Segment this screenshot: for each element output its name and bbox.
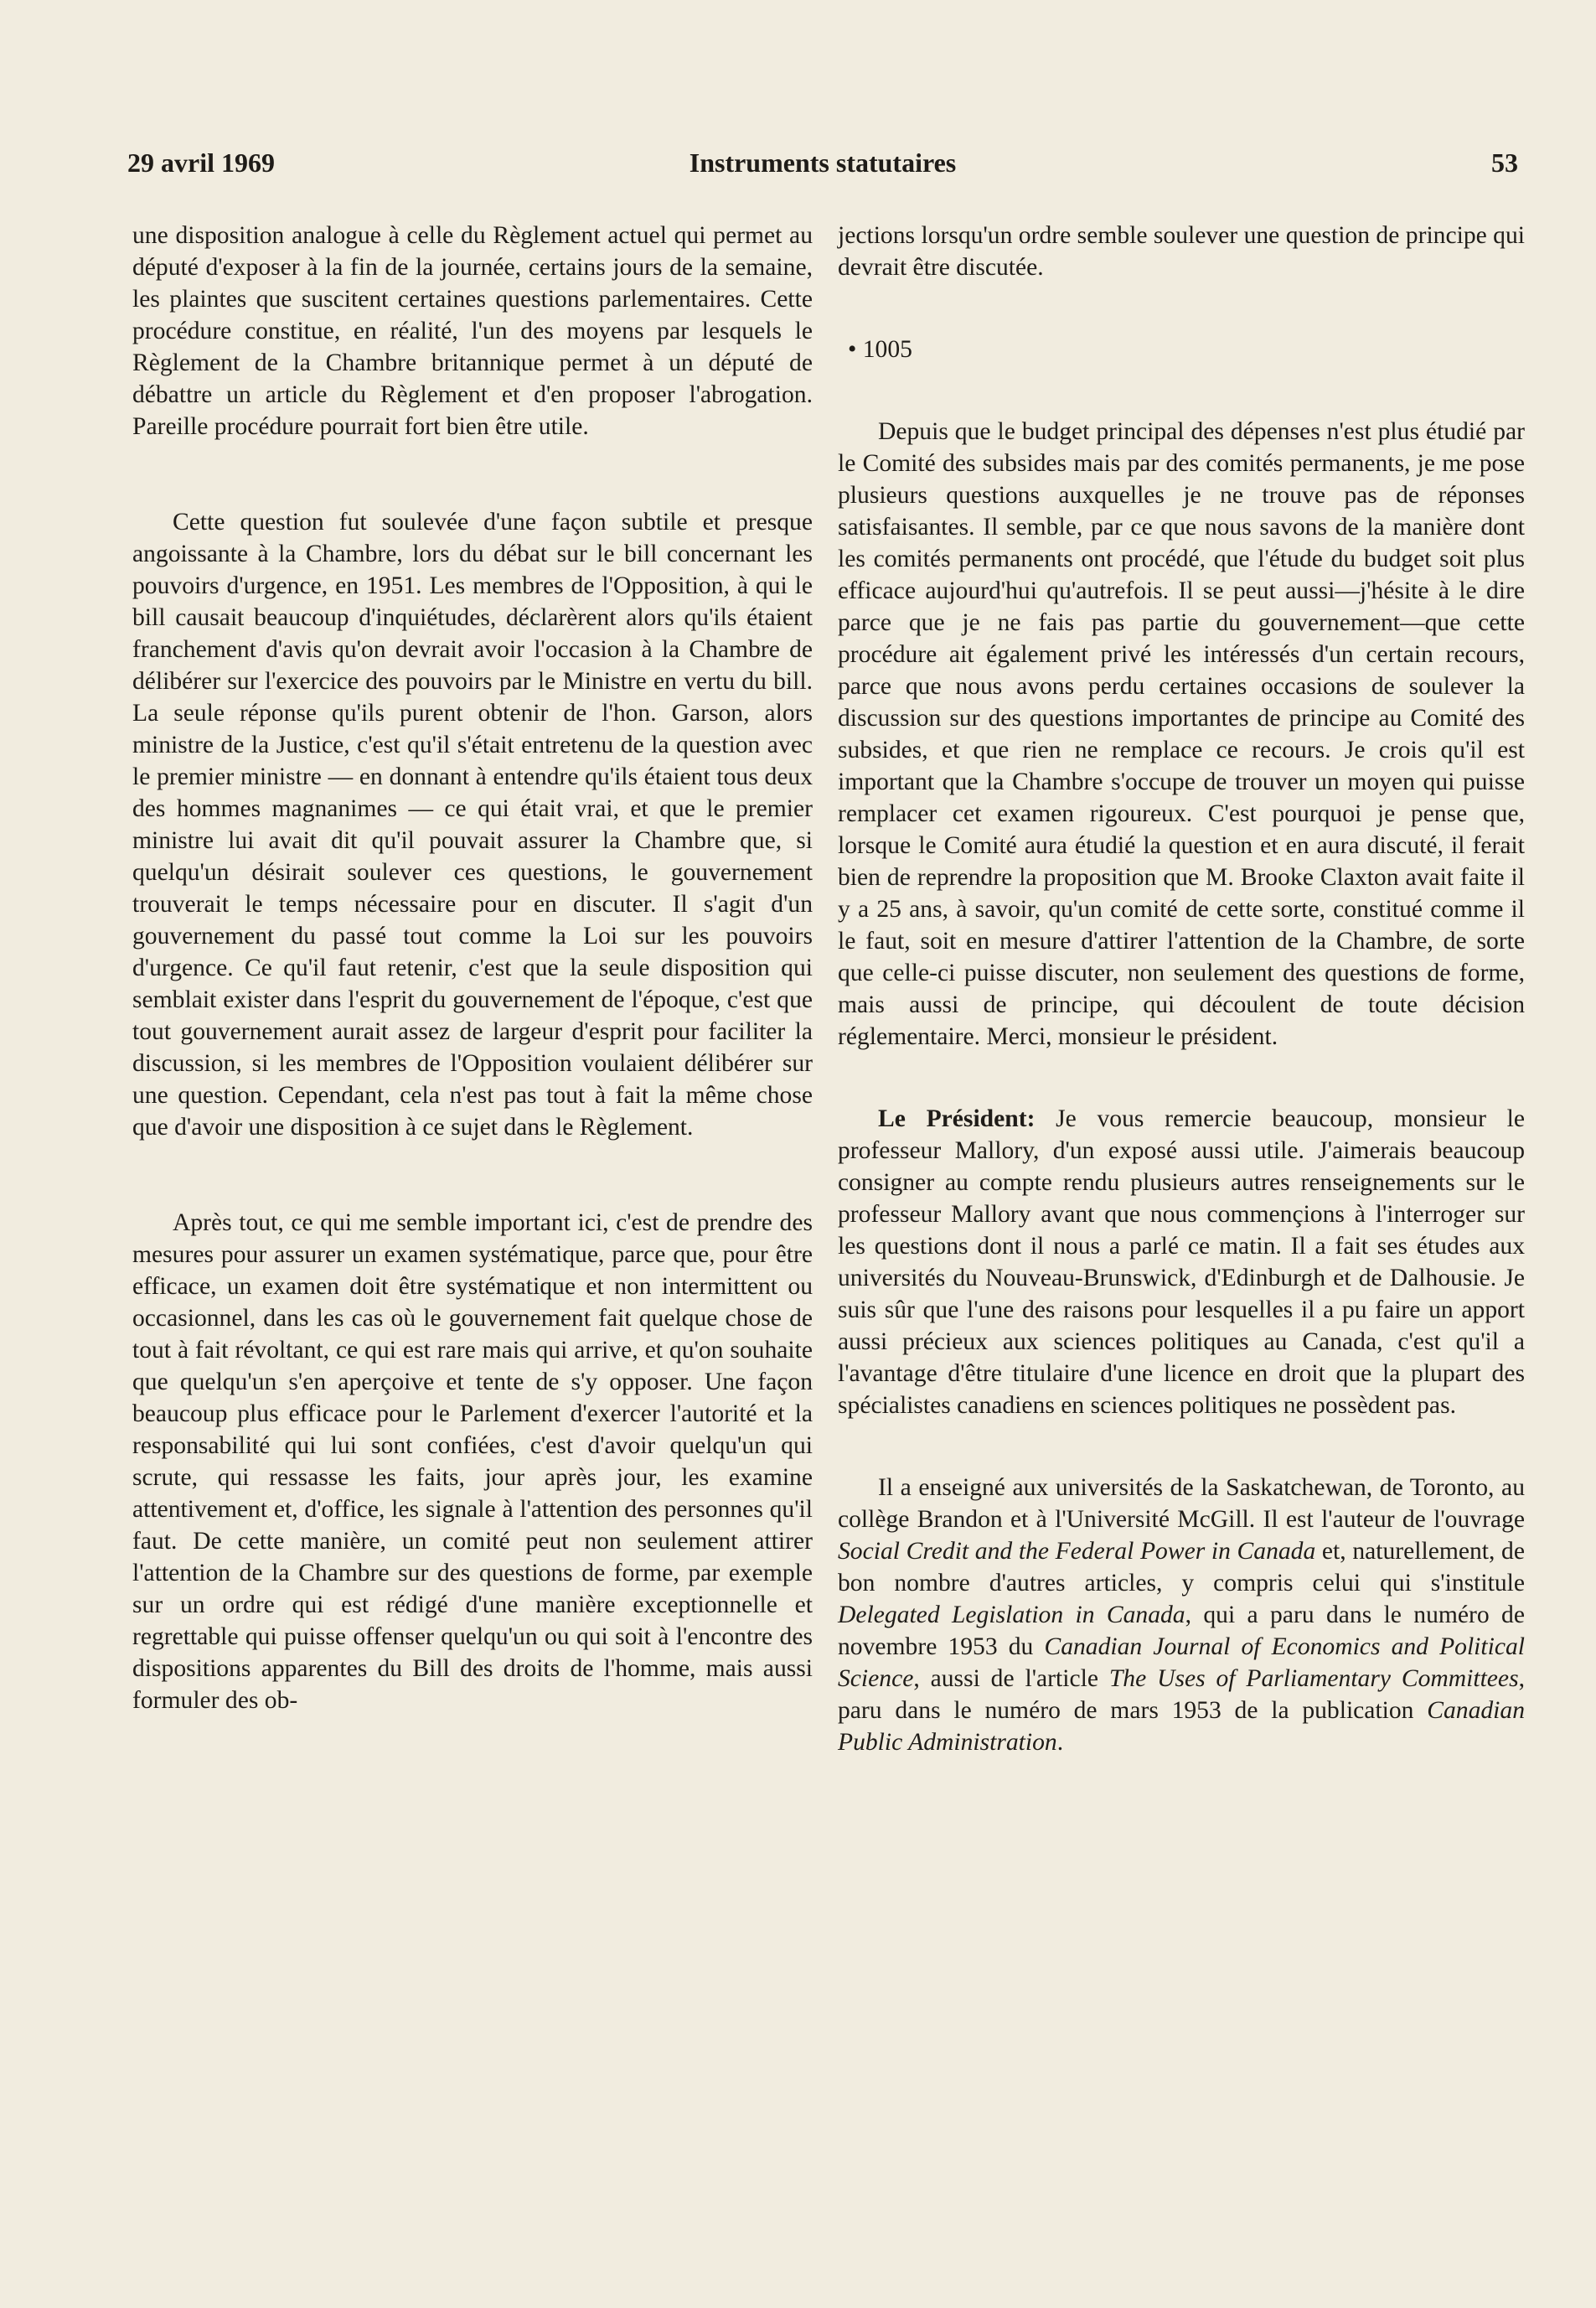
paragraph xyxy=(838,1103,1525,1421)
paragraph: Depuis que le budget principal des dépenses n'est plus étudié par le Comité des subsides mais par des comités permanents, je me pose plusieurs questions auxquelles je ne trouve pas de réponses satisfaisantes. Il semble, par ce que nous savons de la manière dont les comités permanents ont procédé, que l'étude du budget soit plus efficace aujourd'hui qu'autrefois. Il se peut aussi—j'hésite à le dire parce que je ne fais pas partie du gouvernement—que cette procédure ait également privé les intéressés d'un certain recours, parce que nous avons perdu certaines occasions de soulever la discussion sur des questions importantes de principe au Comité des subsides, et que rien ne remplace ce recours. Je crois qu'il est important que la Chambre s'occupe de trouver un moyen qui puisse remplacer cet examen rigoureux. C'est pourquoi je pense que, lorsque le Comité aura étudié la question et en aura discuté, il ferait bien de reprendre la proposition que M. Brooke Claxton avait faite il y a 25 ans, à savoir, qu'un comité de cette sorte, constitué comme il le faut, soit en mesure d'attirer l'attention de la Chambre, de sorte que celle-ci puisse discuter, non seulement des questions de forme, mais aussi de principe, qui découlent de toute décision réglementaire. Merci, monsieur le président. xyxy=(838,418,1525,1050)
text-run: et, naturellement, de bon nombre d'autres articles, y compris celui qui s'institule xyxy=(838,1538,1525,1596)
paragraph: une disposition analogue à celle du Règlement actuel qui permet au député d'exposer à la fin de la journée, certains jours de la semaine, les plaintes que suscitent certaines questions parlementaires. Cette procédure constitue, en réalité, l'un des moyens par lesquels le Règlement de la Chambre britannique permet à un député de débattre un article du Règlement et d'en proposer l'abrogation. Pareille procédure pourrait fort bien être utile. xyxy=(132,222,813,440)
time-marker: • 1005 xyxy=(848,336,912,363)
speaker-name: Le Président: xyxy=(878,1105,1036,1132)
text-run: Il a enseigné aux universités de la Saskatchewan, de Toronto, au collège Brandon et à l'Université McGill. Il est l'auteur de l'ouvrage xyxy=(838,1474,1525,1533)
book-title: Social Credit and the Federal Power in Canada xyxy=(838,1538,1316,1565)
article-title: Delegated Legislation in Canada xyxy=(838,1602,1185,1628)
text-run: , qui a paru dans le numéro de novembre 1953 du xyxy=(838,1602,1525,1660)
paragraph: Cette question fut soulevée d'une façon subtile et presque angoissante à la Chambre, lors du débat sur le bill concernant les pouvoirs d'urgence, en 1951. Les membres de l'Opposition, à qui le bill causait beaucoup d'inquiétudes, déclarèrent alors qu'ils étaient franchement d'avis qu'on devrait avoir l'occasion à la Chambre de délibérer sur l'exercice des pouvoirs par le Ministre en vertu du bill. La seule réponse qu'ils purent obtenir de l'hon. Garson, alors ministre de la Justice, c'est qu'il s'était entretenu de la question avec le premier ministre — en donnant à entendre qu'ils étaient tous deux des hommes magnanimes — ce qui était vrai, et que le premier ministre lui avait dit qu'il pouvait assurer la Chambre que, si quelqu'un désirait soulever ces questions, le gouvernement trouverait le temps nécessaire pour en discuter. Il s'agit d'un gouvernement du passé tout comme la Loi sur les pouvoirs d'urgence. Ce qu'il faut retenir, c'est que la seule disposition qui semblait exister dans l'esprit du gouvernement de l'époque, c'est que tout gouvernement aurait assez de largeur d'esprit pour faciliter la discussion, si les membres de l'Opposition voulaient délibérer sur une question. Cependant, cela n'est pas tout à fait la même chose que d'avoir une disposition à ce sujet dans le Règlement. xyxy=(132,509,813,1141)
text-run: , aussi de l'article xyxy=(913,1665,1109,1692)
right-column xyxy=(838,220,1525,1758)
journal-title: Canadian Journal of Economics and Political Science xyxy=(838,1633,1525,1692)
paragraph xyxy=(838,1472,1525,1758)
page-number: 53 xyxy=(1491,147,1518,178)
article-title: The Uses of Parliamentary Committees xyxy=(1108,1665,1519,1692)
header-date: 29 avril 1969 xyxy=(127,147,275,178)
publication-title: Canadian Public Administration xyxy=(838,1697,1525,1756)
text-run: . xyxy=(1056,1729,1064,1756)
text-run: , paru dans le numéro de mars 1953 de la publication xyxy=(838,1665,1525,1724)
paragraph: Après tout, ce qui me semble important ici, c'est de prendre des mesures pour assurer un examen systématique, parce que, pour être efficace, un examen doit être systématique et non intermittent ou occasionnel, dans les cas où le gouvernement fait quelque chose de tout à fait révoltant, ce qui est rare mais qui arrive, et qu'on souhaite que quelqu'un s'en aperçoive et tente de s'y opposer. Une façon beaucoup plus efficace pour le Parlement d'exercer l'autorité et la responsabilité qui lui sont confiées, c'est d'avoir quelqu'un qui scrute, qui ressasse les faits, jour après jour, les examine attentivement et, d'office, les signale à l'attention des personnes qu'il faut. De cette manière, un comité peut non seulement attirer l'attention de la Chambre sur des questions de forme, par exemple sur un ordre qui est rédigé d'une manière exceptionnelle et regrettable qui puisse offenser quelqu'un ou qui soit à l'encontre des dispositions apparentes du Bill des droits de l'homme, mais aussi formuler des ob- xyxy=(132,1209,813,1714)
running-header xyxy=(127,146,1518,179)
paragraph: jections lorsqu'un ordre semble soulever une question de principe qui devrait être discutée. xyxy=(838,222,1525,281)
speech-text: Je vous remercie beaucoup, monsieur le professeur Mallory, d'un exposé aussi utile. J'aimerais beaucoup consigner au compte rendu plusieurs autres renseignements sur le professeur Mallory avant que nous commençions à l'interroger sur les questions dont il nous a parlé ce matin. Il a fait ses études aux universités du Nouveau-Brunswick, d'Edinburgh et de Dalhousie. Je suis sûr que l'une des raisons pour lesquelles il a pu faire un apport aussi précieux aux sciences politiques au Canada, c'est qu'il a l'avantage d'être titulaire d'une licence en droit que la plupart des spécialistes canadiens en sciences politiques ne possèdent pas. xyxy=(838,1105,1525,1419)
left-column xyxy=(132,220,813,1716)
header-title: Instruments statutaires xyxy=(689,147,957,178)
